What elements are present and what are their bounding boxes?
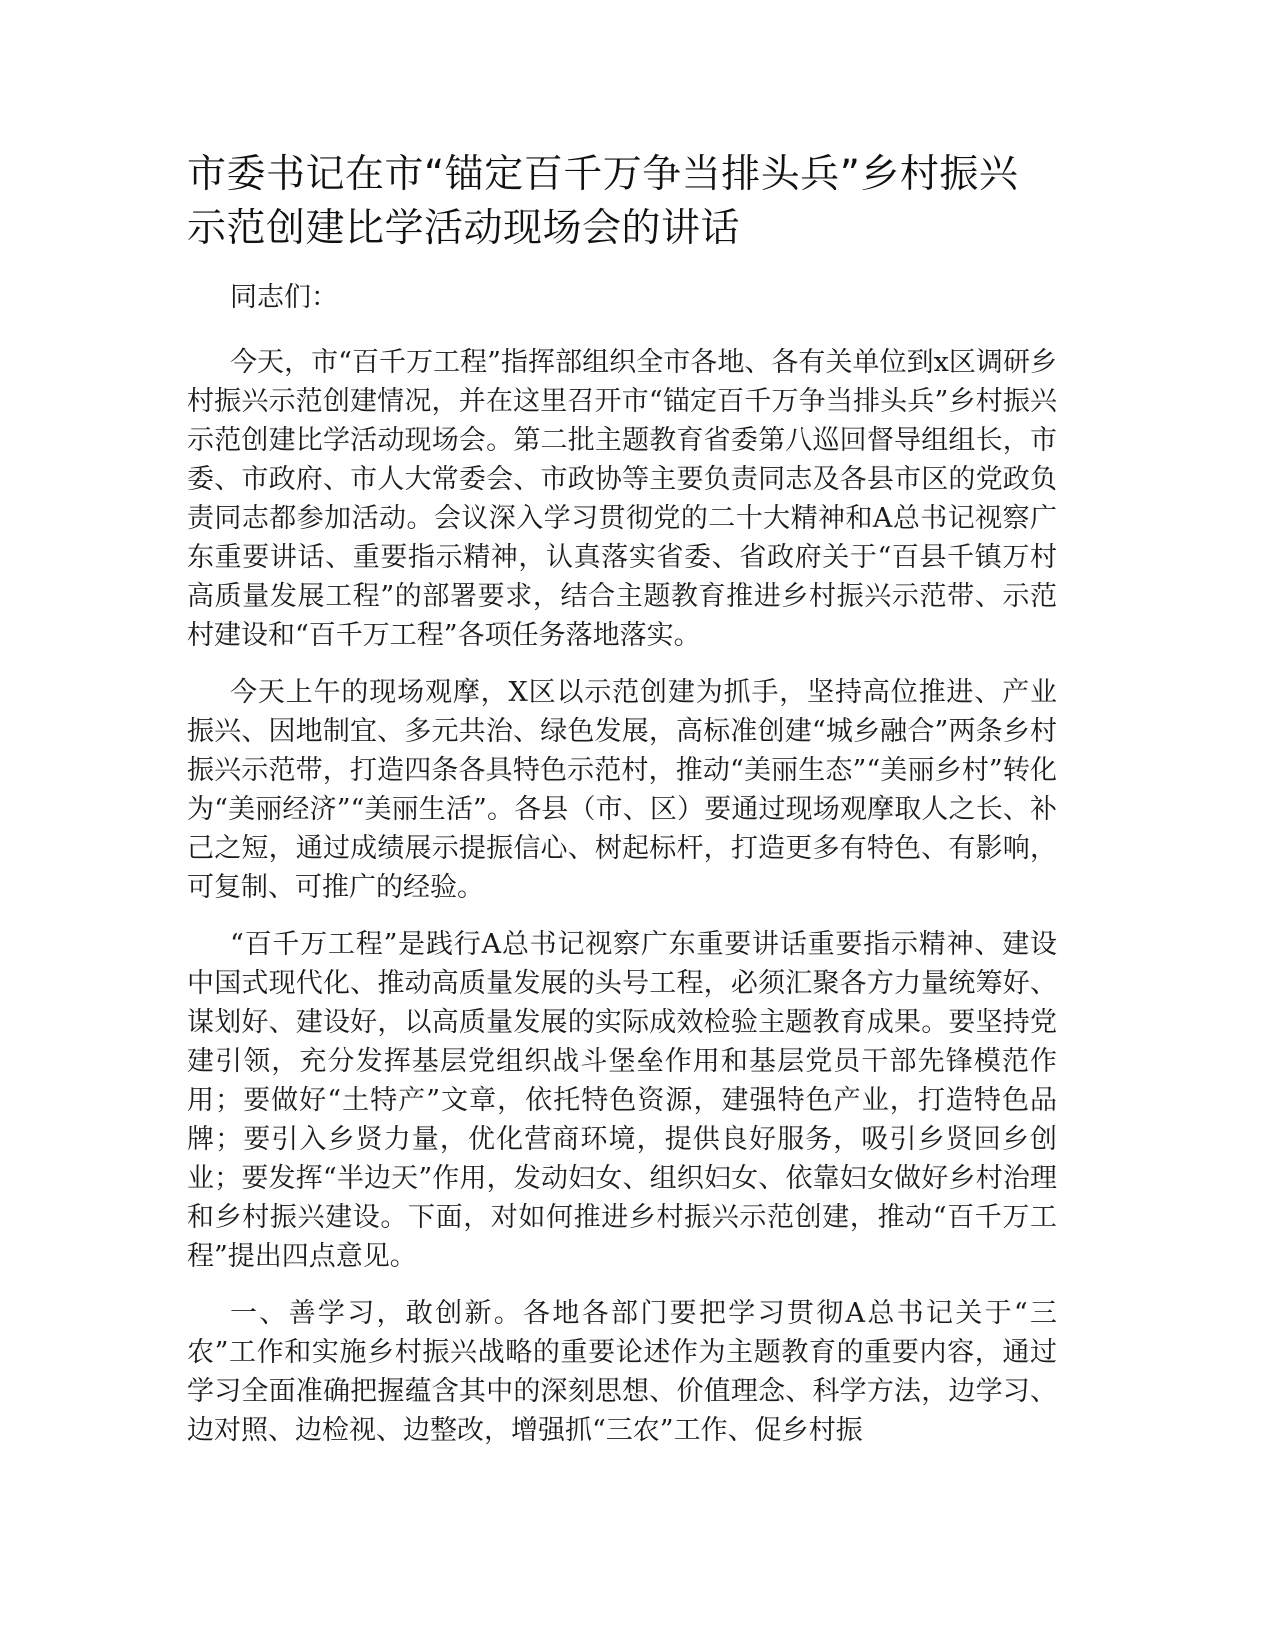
salutation: 同志们： — [230, 282, 338, 313]
paragraph-2: 今天上午的现场观摩，X区以示范创建为抓手，坚持高位推进、产业振兴、因地制宜、多元共治、绿色发展，高标准创建“城乡融合”两条乡村振兴示范带，打造四条各具特色示范村，推动“美丽生态”“美丽乡村”转化为“美丽经济”“美丽生活”。各县（市、区）要通过现场观摩取人之长、补己之短，通过成绩展示提振信心、树起标杆，打造更多有特色、有影响，可复制、可推广的经验。 — [187, 677, 1057, 903]
document-title: 市委书记在市“锚定百千万争当排头兵”乡村振兴示范创建比学活动现场会的讲话 — [187, 152, 1019, 251]
paragraph-3: “百千万工程”是践行A总书记视察广东重要讲话重要指示精神、建设中国式现代化、推动高质量发展的头号工程，必须汇聚各方力量统筹好、谋划好、建设好，以高质量发展的实际成效检验主题教育成果。要坚持党建引领，充分发挥基层党组织战斗堡垒作用和基层党员干部先锋模范作用；要做好“土特产”文章，依托特色资源，建强特色产业，打造特色品牌；要引入乡贤力量，优化营商环境，提供良好服务，吸引乡贤回乡创业；要发挥“半边天”作用，发动妇女、组织妇女、依靠妇女做好乡村治理和乡村振兴建设。下面，对如何推进乡村振兴示范创建，推动“百千万工程”提出四点意见。 — [187, 929, 1057, 1272]
document-body — [187, 148, 1057, 1468]
paragraph-1: 今天，市“百千万工程”指挥部组织全市各地、各有关单位到x区调研乡村振兴示范创建情况，并在这里召开市“锚定百千万争当排头兵”乡村振兴示范创建比学活动现场会。第二批主题教育省委第八巡回督导组组长，市委、市政府、市人大常委会、市政协等主要负责同志及各县市区的党政负责同志都参加活动。会议深入学习贯彻党的二十大精神和A总书记视察广东重要讲话、重要指示精神，认真落实省委、省政府关于“百县千镇万村高质量发展工程”的部署要求，结合主题教育推进乡村振兴示范带、示范村建设和“百千万工程”各项任务落地落实。 — [187, 347, 1057, 651]
paragraph-4: 一、善学习，敢创新。各地各部门要把学习贯彻A总书记关于“三农”工作和实施乡村振兴战略的重要论述作为主题教育的重要内容，通过学习全面准确把握蕴含其中的深刻思想、价值理念、科学方法，边学习、边对照、边检视、边整改，增强抓“三农”工作、促乡村振 — [187, 1298, 1057, 1446]
